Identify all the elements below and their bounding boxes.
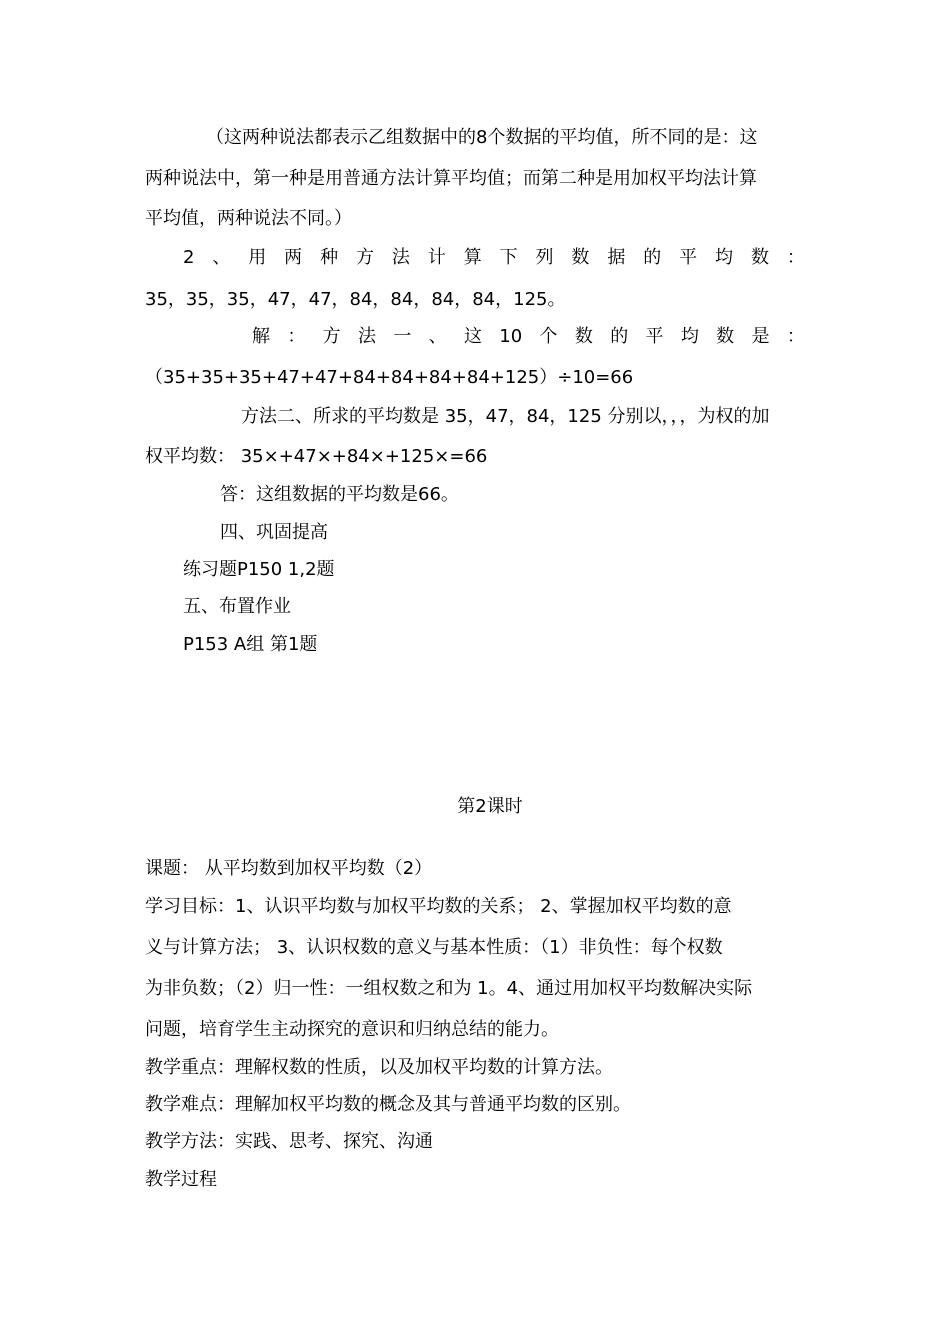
justified-char: 据 (607, 247, 626, 268)
justified-char: 个 (539, 326, 558, 347)
justified-char: 平 (679, 247, 698, 268)
paragraph-line: 平均值，两种说法不同。） (145, 208, 352, 229)
section-heading: 四、巩固提高 (220, 522, 328, 543)
justified-char: 种 (320, 247, 339, 268)
justified-char: 的 (610, 326, 629, 347)
justified-char: 这 (463, 326, 482, 347)
justified-char: 均 (715, 247, 734, 268)
justified-char: ： (786, 326, 805, 347)
section-heading: 五、布置作业 (183, 596, 291, 617)
justified-char: 法 (391, 247, 410, 268)
justified-char: ： (786, 247, 805, 268)
justified-char: ： (287, 326, 306, 347)
justified-char: 用 (248, 247, 267, 268)
justified-char: 数 (750, 247, 769, 268)
goals-line: 义与计算方法； 3、认识权数的意义与基本性质：（1）非负性：每个权数 (145, 937, 723, 958)
topic-line: 课题： 从平均数到加权平均数（2） (145, 858, 433, 879)
justified-char: 数 (571, 247, 590, 268)
justified-char: 的 (643, 247, 662, 268)
justified-char: 平 (645, 326, 664, 347)
justified-char: 一 (393, 326, 412, 347)
exercise-line: 练习题P150 1,2题 (183, 559, 335, 580)
method-2-line: 权平均数： 35×+47×+84×+125×=66 (145, 446, 488, 467)
justified-char: 算 (463, 247, 482, 268)
key-point-line: 教学重点：理解权数的性质，以及加权平均数的计算方法。 (145, 1057, 613, 1078)
justified-char: 、 (428, 326, 447, 347)
solution-method-1-line (252, 325, 805, 349)
justified-char: 法 (357, 326, 376, 347)
justified-char: 列 (535, 247, 554, 268)
goals-line: 为非负数；（2）归一性：一组权数之和为 1。4、通过用加权平均数解决实际 (145, 978, 753, 999)
method-2-line: 方法二、所求的平均数是 35，47，84，125 分别以，，，为权的加 (241, 406, 770, 427)
paragraph-line: 两种说法中，第一种是用普通方法计算平均值；而第二种是用加权平均法计算 (145, 168, 757, 189)
justified-char: 数 (574, 326, 593, 347)
justified-char: 是 (751, 326, 770, 347)
justified-char: 10 (499, 326, 523, 347)
goals-line: 问题，培育学生主动探究的意识和归纳总结的能力。 (145, 1019, 559, 1040)
homework-line: P153 A组 第1题 (183, 634, 318, 655)
solution-expression: （35+35+35+47+47+84+84+84+84+125）÷10=66 (145, 367, 634, 388)
justified-char: 数 (716, 326, 735, 347)
question-2-line (183, 246, 805, 270)
method-line: 教学方法：实践、思考、探究、沟通 (145, 1131, 433, 1152)
justified-char: 均 (680, 326, 699, 347)
lesson-title: 第2课时 (457, 796, 523, 817)
question-2-data: 35，35，35，47，47，84，84，84，84，125。 (145, 289, 566, 310)
process-heading: 教学过程 (145, 1169, 217, 1190)
justified-char: 下 (499, 247, 518, 268)
goals-line: 学习目标：1、认识平均数与加权平均数的关系； 2、掌握加权平均数的意 (145, 896, 732, 917)
justified-char: 两 (284, 247, 303, 268)
justified-char: 解 (252, 326, 270, 347)
justified-char: 2 (183, 247, 195, 268)
justified-char: 计 (427, 247, 446, 268)
justified-char: 方 (355, 247, 374, 268)
justified-char: 方 (322, 326, 341, 347)
justified-char: 、 (212, 247, 231, 268)
difficulty-line: 教学难点：理解加权平均数的概念及其与普通平均数的区别。 (145, 1094, 631, 1115)
paragraph-line: （这两种说法都表示乙组数据中的8个数据的平均值，所不同的是：这 (206, 127, 758, 148)
answer-line: 答：这组数据的平均数是66。 (220, 484, 459, 505)
